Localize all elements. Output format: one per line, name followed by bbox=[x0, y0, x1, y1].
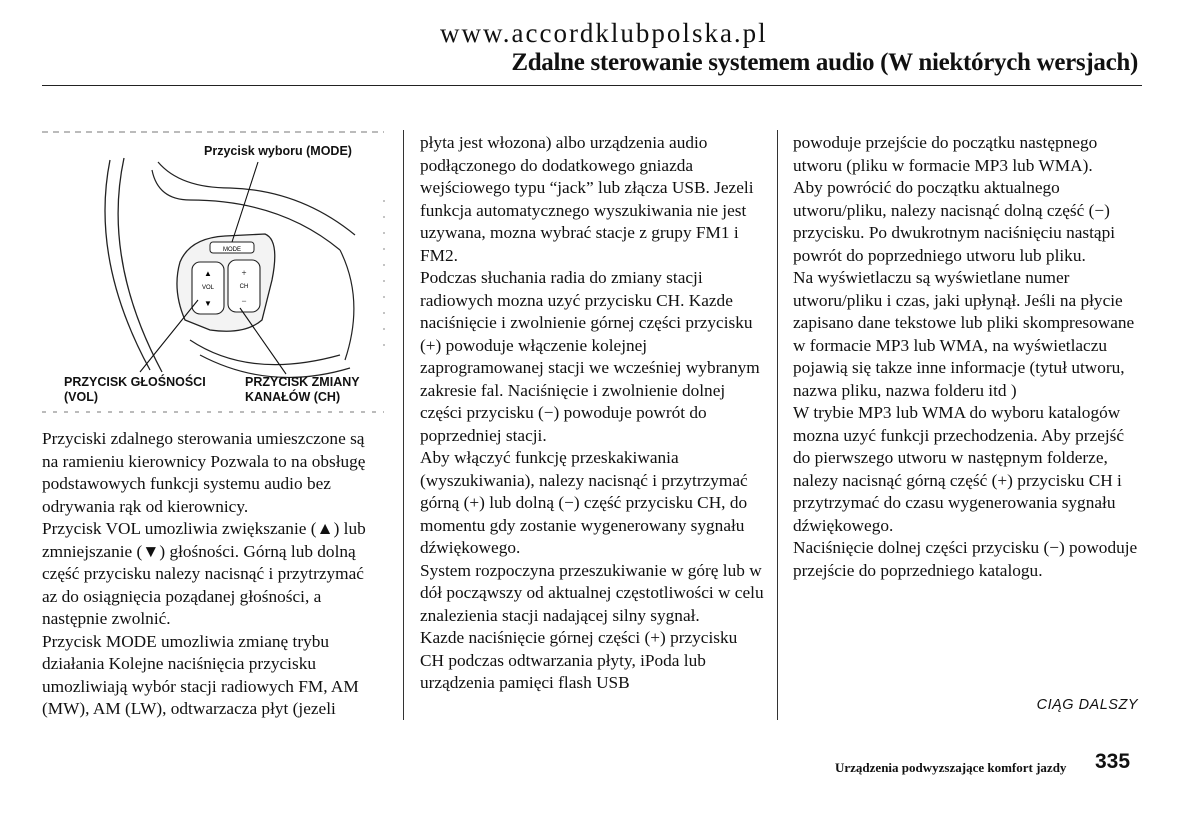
vol-up-glyph: ▲ bbox=[204, 269, 212, 278]
header-rule bbox=[42, 85, 1142, 86]
callout-vol bbox=[64, 375, 206, 405]
text-column-1 bbox=[42, 428, 378, 721]
callout-ch bbox=[245, 375, 360, 405]
ch-minus-glyph: − bbox=[241, 296, 247, 306]
text-column-3 bbox=[793, 132, 1145, 582]
vol-down-glyph: ▼ bbox=[204, 299, 212, 308]
page-number: 335 bbox=[1095, 750, 1131, 773]
steering-wheel-figure bbox=[40, 130, 390, 418]
paragraph: Aby włączyć funkcję przeskakiwania (wyszukiwania), nalezy nacisnąć i przytrzymać górną (+) lub dolną (−) część przycisku CH, do momentu gdy zostanie wygenerowany sygnału dźwiękowego. bbox=[420, 448, 748, 557]
paragraph: Naciśnięcie dolnej części przycisku (−) powoduje przejście do poprzedniego katalogu. bbox=[793, 538, 1138, 580]
mode-button-label: MODE bbox=[223, 247, 241, 253]
page-title: Zdalne sterowanie systemem audio (W niektórych wersjach) bbox=[511, 49, 1138, 76]
paragraph: powoduje przejście do początku następnego utworu (pliku w formacie MP3 lub WMA). bbox=[793, 133, 1098, 175]
callout-mode: Przycisk wyboru (MODE) bbox=[204, 144, 352, 158]
paragraph: Aby powrócić do początku aktualnego utworu/pliku, nalezy nacisnąć dolną część (−) przycisku. Po dwukrotnym naciśnięciu nastąpi powrót do poprzedniego utworu lub pliku. bbox=[793, 178, 1116, 265]
column-divider bbox=[777, 130, 778, 720]
callout-ch-line1: PRZYCISK ZMIANY bbox=[245, 375, 360, 389]
footer-section-title: Urządzenia podwyzszające komfort jazdy bbox=[835, 760, 1067, 775]
paragraph: System rozpoczyna przeszukiwanie w górę lub w dół począwszy od aktualnej częstotliwości w celu znalezienia stacji nadającej silny sygnał. bbox=[420, 560, 764, 625]
paragraph: W trybie MP3 lub WMA do wyboru katalogów mozna uzyć funkcji przechodzenia. Aby przejść do pierwszego utworu w następnym folderze, nalezy nacisnąć górną część (+) przycisku CH i przytrzymać do czasu wygenerowania sygnału dźwiękowego. bbox=[793, 403, 1125, 535]
paragraph: Podczas słuchania radia do zmiany stacji radiowych mozna uzyć przycisku CH. Kazde naciśnięcie i zwolnienie górnej części przycisku (+) powoduje włączenie kolejnej zaprogramowanej stacji we wcześniej wybranym zakresie fal. Naciśnięcie i zwolnienie dolnej części przycisku (−) powoduje powrót do poprzedniej stacji. bbox=[420, 268, 760, 445]
callout-vol-line2: (VOL) bbox=[64, 390, 99, 404]
callout-ch-line2: KANAŁÓW (CH) bbox=[245, 390, 341, 404]
site-url: www.accordklubpolska.pl bbox=[440, 18, 768, 48]
vol-button-label: VOL bbox=[201, 285, 215, 291]
paragraph: Przyciski zdalnego sterowania umieszczone są na ramieniu kierownicy Pozwala to na obsługę podstawowych funkcji systemu audio bez odrywania rąk od kierownicy. bbox=[42, 429, 366, 516]
paragraph: Przycisk MODE umozliwia zmianę trybu działania Kolejne naciśnięcia przycisku umozliwiają wybór stacji radiowych FM, AM (MW), AM (LW), odtwarzacza płyt (jezeli bbox=[42, 631, 359, 718]
continued-label: CIĄG DALSZY bbox=[1036, 697, 1138, 713]
paragraph: Przycisk VOL umozliwia zwiększanie (▲) lub zmniejszanie (▼) głośności. Górną lub dolną część przycisku nalezy nacisnąć i przytrzymać az do osiągnięcia poządanej głośności, a następnie zwolnić. bbox=[42, 519, 366, 628]
ch-button-label: CH bbox=[239, 284, 249, 290]
text-column-2 bbox=[420, 132, 765, 695]
ch-plus-glyph: + bbox=[241, 268, 247, 278]
callout-vol-line1: PRZYCISK GŁOŚNOŚCI bbox=[64, 375, 206, 389]
paragraph: płyta jest włozona) albo urządzenia audio podłączonego do dodatkowego gniazda wejściowego typu “jack” lub złącza USB. Jezeli funkcja automatycznego wyszukiwania nie jest uzywana, mozna wybrać stacje z grupy FM1 i FM2. bbox=[420, 133, 754, 265]
paragraph: Na wyświetlaczu są wyświetlane numer utworu/pliku i czas, jaki upłynął. Jeśli na płycie zapisano dane tekstowe lub pliki skompresowane w formacie MP3 lub WMA, na wyświetlaczu pojawią się takze inne informacje (tytuł utworu, nazwa pliku, nazwa folderu itd ) bbox=[793, 268, 1135, 400]
column-divider bbox=[403, 130, 404, 720]
paragraph: Kazde naciśnięcie górnej części (+) przycisku CH podczas odtwarzania płyty, iPoda lub urządzenia pamięci flash USB bbox=[420, 628, 738, 692]
